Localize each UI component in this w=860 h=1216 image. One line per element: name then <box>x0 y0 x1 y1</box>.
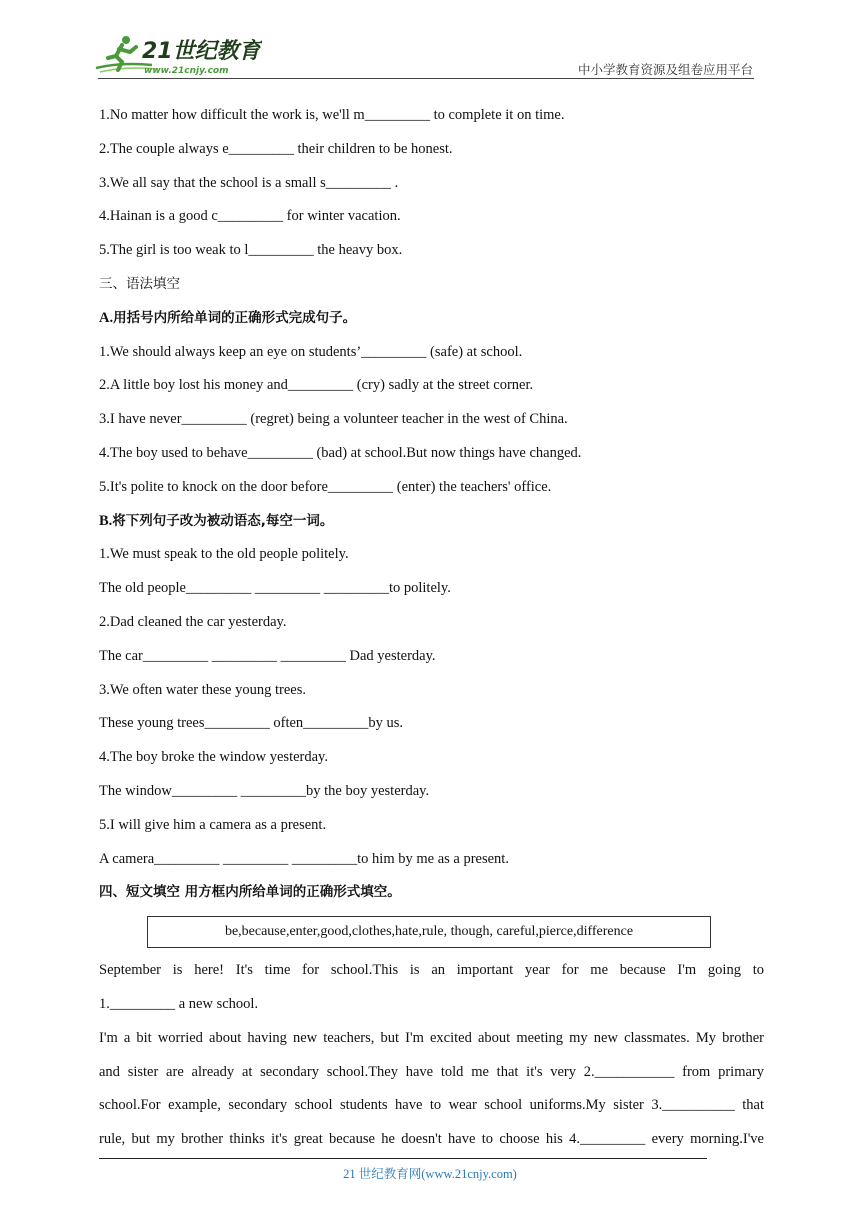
brand-logo <box>92 32 262 80</box>
part-b-item-3: 2.Dad cleaned the car yesterday. <box>99 613 287 630</box>
part-b-item-10: A camera_________ _________ _________to him by me as a present. <box>99 850 509 867</box>
passage-line-1: September is here! It's time for school.This is an important year for me because I'm going to <box>99 962 764 979</box>
part-b-title <box>99 505 764 539</box>
part-b-item-8: The window_________ _________by the boy yesterday. <box>99 782 430 799</box>
page-header <box>0 0 860 84</box>
part-b-letter: B. <box>99 512 113 529</box>
document-body <box>99 99 764 1157</box>
part-b-item-5: 3.We often water these young trees. <box>99 681 306 698</box>
part-a-item-5: 5.It's polite to knock on the door before_________ (enter) the teachers' office. <box>99 478 552 495</box>
vocab-item-2: 2.The couple always e_________ their children to be honest. <box>99 140 453 157</box>
part-a-instruction: 用括号内所给单词的正确形式完成句子。 <box>113 309 357 326</box>
part-b-item-4: The car_________ _________ _________ Dad yesterday. <box>99 647 436 664</box>
vocab-item-1: 1.No matter how difficult the work is, we'll m_________ to complete it on time. <box>99 107 565 123</box>
section-3-title: 三、语法填空 <box>99 275 180 292</box>
platform-name: 中小学教育资源及组卷应用平台 <box>577 62 753 77</box>
passage-line-5: school.For example, secondary school students have to wear school uniforms.My sister 3.__________ that <box>99 1097 764 1114</box>
word-box: be,because,enter,good,clothes,hate,rule, though, careful,pierce,difference <box>147 916 711 948</box>
logo-text: 21世纪教育 <box>142 39 261 64</box>
passage-line-6: rule, but my brother thinks it's great because he doesn't have to choose his 4._________ every morning.I've <box>99 1131 764 1148</box>
part-a-item-1: 1.We should always keep an eye on students’_________ (safe) at school. <box>99 343 523 360</box>
part-a-letter: A. <box>99 309 114 326</box>
part-a-item-3: 3.I have never_________ (regret) being a volunteer teacher in the west of China. <box>99 411 568 428</box>
section-4-title: 四、短文填空 用方框内所给单词的正确形式填空。 <box>99 884 401 901</box>
footer-text: 21 世纪教育网(www.21cnjy.com) <box>343 1167 517 1181</box>
part-b-item-1: 1.We must speak to the old people politely. <box>99 546 349 563</box>
passage-line-3: I'm a bit worried about having new teachers, but I'm excited about meeting my new classmates. My brother <box>99 1029 764 1046</box>
part-a-title <box>99 302 764 336</box>
part-b-item-9: 5.I will give him a camera as a present. <box>99 816 327 833</box>
passage-line-2: 1._________ a new school. <box>99 995 259 1012</box>
part-a-item-2: 2.A little boy lost his money and_________ (cry) sadly at the street corner. <box>99 377 534 394</box>
vocab-item-4: 4.Hainan is a good c_________ for winter vacation. <box>99 208 401 225</box>
part-b-item-7: 4.The boy broke the window yesterday. <box>99 749 328 766</box>
part-b-instruction: 将下列句子改为被动语态,每空一词。 <box>112 512 334 529</box>
part-b-item-6: These young trees_________ often_________by us. <box>99 715 404 732</box>
footer-divider <box>99 1158 707 1159</box>
part-a-item-4: 4.The boy used to behave_________ (bad) at school.But now things have changed. <box>99 444 582 461</box>
vocab-item-3: 3.We all say that the school is a small s_________ . <box>99 174 399 191</box>
header-divider <box>98 78 754 79</box>
part-b-item-2: The old people_________ _________ _________to politely. <box>99 580 451 597</box>
vocab-item-5: 5.The girl is too weak to l_________ the heavy box. <box>99 242 403 259</box>
passage-line-4: and sister are already at secondary school.They have told me that it's very 2.___________ from primary <box>99 1063 764 1080</box>
logo-url: www.21cnjy.com <box>144 66 229 76</box>
runner-logo-icon <box>92 32 262 80</box>
